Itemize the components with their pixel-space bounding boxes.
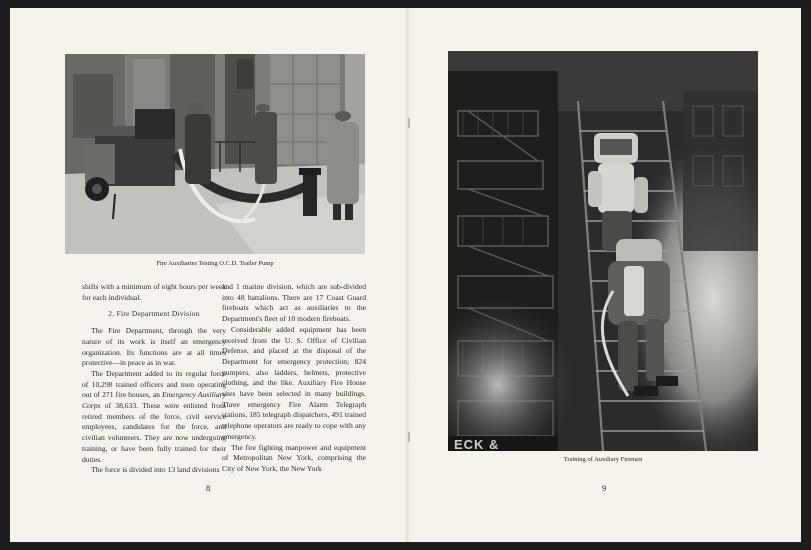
right-page [410,8,801,542]
paragraph: The force is divided into 13 land divisions [91,465,220,475]
emphasis-text: Emergency Auxiliary Corps [82,390,227,411]
paragraph: Considerable added equipment has been received from the U. S. Office of Civilian Defense, and placed at the disposal of the Department for emergency protection; 824 pumpers, also ladders, helmets, protective clothing, and the like. Auxiliary Fire House sites have been selected in many buildings. Three emergency Fire Alarm Telegraph stations, 185 telegraph dispatchers, 491 trained telephone operators are ready to cope with any emergency. [222,324,366,441]
text-column-1 [82,282,226,476]
text-column-2 [222,282,366,475]
paragraph: The Fire Department, through the very nature of its work is itself an emergency organization. Its functions are at all times protective—in peace as in war. [82,326,226,368]
paragraph: shifts with a minimum of eight hours per week for each individual. [82,282,226,302]
page-number: 9 [602,483,607,493]
paragraph: The fire fighting manpower and equipment of Metropolitan New York, comprising the City of New York, the New York [222,442,366,473]
trailer-pump-photo [65,54,365,254]
trailer-pump-illustration [65,54,365,254]
page-number: 8 [206,483,211,493]
paragraph: The Department added to its regular force of 10,298 trained officers and men operating out of 271 fire houses, an Emergency Auxiliary Corps of 38,633. These were enlisted from retired members of the force, civil service employees, candidates for the force, and civilian volunteers. They are now undergoing training, or have been fully trained for their duties. [82,368,227,464]
storefront-sign: ECK & [454,437,500,451]
left-page [10,8,408,542]
photo-caption: Fire Auxiliaries Testing O.C.D. Trailer Pump [156,260,274,267]
paragraph: and 1 marine division, which are sub-divided into 48 battalions. There are 17 Coast Guard fireboats which act as auxiliaries to the Department's fleet of 10 modern fireboats. [222,282,366,324]
firemen-ladder-illustration [448,51,758,451]
photo-caption: Training of Auxiliary Firemen [563,456,643,463]
firemen-training-photo [448,51,758,451]
section-heading: 2. Fire Department Division [108,309,200,319]
